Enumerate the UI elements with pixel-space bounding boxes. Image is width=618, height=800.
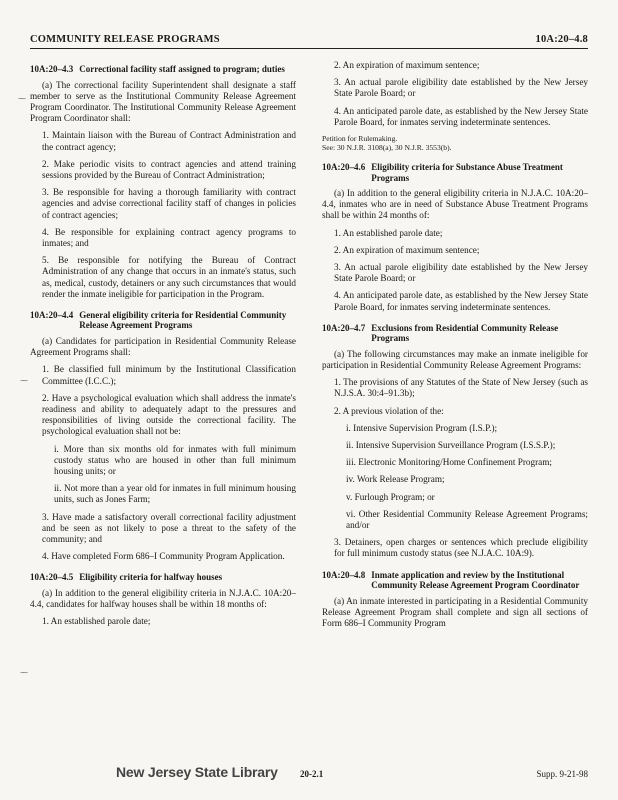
- sub-item: v. Furlough Program; or: [346, 491, 435, 502]
- sub-item: i. Intensive Supervision Program (I.S.P.);: [346, 422, 498, 433]
- section-heading: [30, 64, 296, 75]
- right-column: [322, 60, 588, 635]
- list-item: 4. Be responsible for explaining contract agency programs to inmates; and: [42, 226, 296, 248]
- list-item: 4. Have completed Form 686–I Community Program Application.: [42, 551, 285, 562]
- sub-item: iii. Electronic Monitoring/Home Confinement Program;: [346, 457, 552, 468]
- paragraph: (a) The correctional facility Superintendent shall designate a staff member to serve as the Institutional Community Release Agreement Program Coordinator. The Institutional Community Release Agreement Program Coordinator shall:: [30, 79, 296, 124]
- section-number: 10A:20–4.8: [322, 569, 366, 580]
- sub-item: ii. Not more than a year old for inmates in full minimum housing units, such as Jones Farm;: [54, 483, 296, 505]
- left-column: [30, 60, 296, 634]
- list-item: 1. Be classified full minimum by the Institutional Classification Committee (I.C.C.);: [42, 364, 296, 386]
- running-header: [30, 34, 588, 45]
- list-item: 2. An expiration of maximum sentence;: [334, 60, 480, 70]
- list-item: 1. An established parole date;: [42, 616, 151, 627]
- list-item: 1. Maintain liaison with the Bureau of Contract Administration and the contract agency;: [42, 130, 296, 152]
- section-title: Eligibility criteria for Substance Abuse Treatment Programs: [371, 162, 563, 183]
- section-title: Exclusions from Residential Community Release Programs: [371, 322, 559, 344]
- section-number: 10A:20–4.7: [322, 322, 366, 333]
- source-line: See: 30 N.J.R. 3108(a), 30 N.J.R. 3553(b).: [322, 143, 452, 153]
- paragraph: (a) In addition to the general eligibility criteria in N.J.A.C. 10A:20–4.4, candidates for halfway houses shall be within 18 months of:: [30, 587, 296, 610]
- margin-mark-icon: ⁓: [18, 94, 26, 103]
- section-title: General eligibility criteria for Residential Community Release Agreement Programs: [79, 309, 287, 331]
- section-title: Correctional facility staff assigned to program; duties: [79, 64, 285, 74]
- header-title: COMMUNITY RELEASE PROGRAMS: [30, 34, 220, 45]
- section-heading: [322, 323, 588, 344]
- margin-mark-icon: ⁓: [20, 376, 28, 385]
- section-heading: [30, 572, 296, 583]
- list-item: 2. Have a psychological evaluation which shall address the inmate's readiness and ability to adequately adapt to the pressures and responsibilities of living outside the correctional facility. The psychological evaluation shall not be:: [42, 392, 296, 437]
- margin-mark-icon: ⁓: [20, 668, 28, 677]
- paragraph: (a) An inmate interested in participating in a Residential Community Release Agreement Program shall complete and sign all sections of Form 686–I Community Program: [322, 595, 588, 629]
- list-item: 3. An actual parole eligibility date established by the New Jersey State Parole Board; or: [334, 262, 588, 284]
- sub-item: vi. Other Residential Community Release Agreement Programs; and/or: [346, 508, 588, 531]
- header-rule: [30, 48, 588, 49]
- source-line: Petition for Rulemaking.: [322, 134, 398, 144]
- list-item: 2. Make periodic visits to contract agencies and attend training sessions provided by the Bureau of Contract Administration;: [42, 158, 296, 180]
- paragraph: (a) The following circumstances may make an inmate ineligible for participation in Residential Community Release Agreement Programs:: [322, 348, 588, 371]
- list-item: 3. Have made a satisfactory overall correctional facility adjustment and be seen as not likely to pose a threat to the safety of the community; and: [42, 511, 296, 544]
- list-item: 2. A previous violation of the:: [334, 405, 444, 416]
- list-item: 3. Detainers, open charges or sentences which preclude eligibility for full minimum custody status (see N.J.A.C. 10A:9).: [334, 537, 588, 559]
- supplement-date: Supp. 9-21-98: [536, 769, 588, 779]
- paragraph: (a) Candidates for participation in Residential Community Release Agreement Programs shall:: [30, 335, 296, 358]
- section-title: Inmate application and review by the Institutional Community Release Agreement Program Coordinator: [371, 569, 580, 591]
- header-section: 10A:20–4.8: [535, 34, 588, 45]
- section-heading: [322, 570, 588, 591]
- list-item: 1. An established parole date;: [334, 227, 443, 238]
- list-item: 1. The provisions of any Statutes of the State of New Jersey (such as N.J.S.A. 30:4–91.3b);: [334, 377, 588, 399]
- section-number: 10A:20–4.5: [30, 572, 74, 583]
- paragraph: (a) In addition to the general eligibility criteria in N.J.A.C. 10A:20–4.4, inmates who are in need of Substance Abuse Treatment Programs shall be within 24 months of:: [322, 188, 588, 221]
- sub-item: i. More than six months old for inmates with full minimum custody status who are housed in other than full minimum housing units; or: [54, 443, 296, 476]
- library-stamp: New Jersey State Library: [116, 764, 278, 780]
- source-note: [322, 134, 588, 152]
- list-item: 2. An expiration of maximum sentence;: [334, 244, 480, 255]
- section-title: Eligibility criteria for halfway houses: [79, 572, 223, 583]
- page-number: 20-2.1: [300, 769, 324, 779]
- list-item: 3. Be responsible for having a thorough familiarity with contract agencies and advise correctional facility staff of changes in policies of contract agencies;: [42, 187, 296, 220]
- section-number: 10A:20–4.4: [30, 309, 74, 320]
- page-footer: [0, 764, 618, 784]
- sub-item: iv. Work Release Program;: [346, 474, 445, 485]
- section-number: 10A:20–4.3: [30, 64, 74, 74]
- sub-item: ii. Intensive Supervision Surveillance Program (I.S.S.P.);: [346, 440, 556, 451]
- list-item: 4. An anticipated parole date, as established by the New Jersey State Parole Board, for inmates serving indeterminate sentences.: [334, 105, 588, 127]
- section-number: 10A:20–4.6: [322, 162, 366, 173]
- list-item: 4. An anticipated parole date, as established by the New Jersey State Parole Board, for inmates serving indeterminate sentences.: [334, 290, 588, 312]
- list-item: 3. An actual parole eligibility date established by the New Jersey State Parole Board; or: [334, 77, 588, 99]
- section-heading: [30, 310, 296, 331]
- section-heading: [322, 162, 588, 183]
- list-item: 5. Be responsible for notifying the Bureau of Contract Administration of any change that occurs in an inmate's status, such as, medical, custody, detainers or any such circumstances that would render the inmate ineligible for participation in the Program.: [42, 255, 296, 299]
